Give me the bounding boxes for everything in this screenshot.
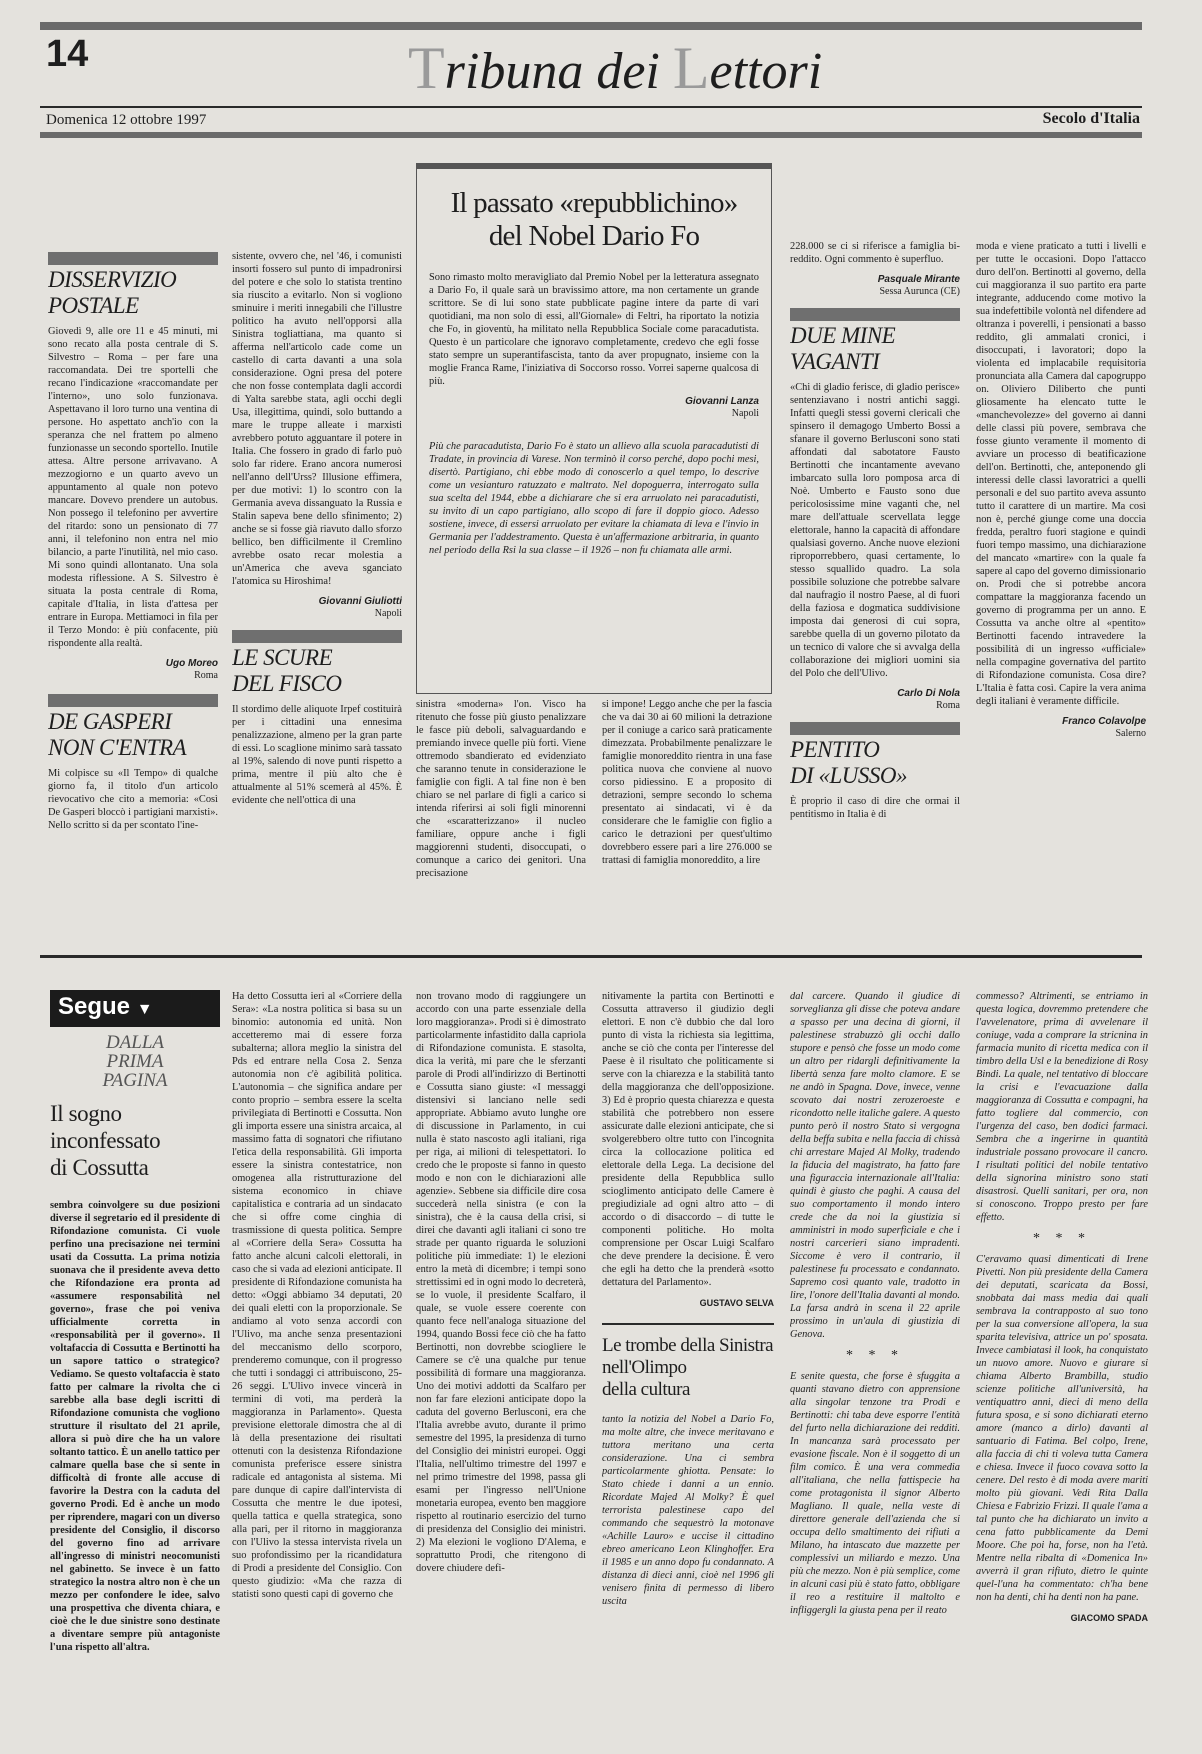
letter-body: 228.000 se ci si riferisce a famiglia bi-reddito. Ogni commento è superfluo.	[790, 241, 960, 265]
article-body: C'eravamo quasi dimenticati di Irene Pivetti. Non più presidente della Camera dei deputati, scaricata da Bossi, snobbata dai mass media dai quali sembrava la contrapposto al suo tono per la sua conversione all'opera, la sua sparita televisiva, attrice un po' sposata. Invece cambiatasi il look, ha conquistato un nuovo amore. Nuovo e giurare si chiama Alberto Brambilla, studio scienze politiche all'università, ha ventiquattro anni, dieci di meno della futura sposa, e si sono dichiarati eterno amore (manco a dirlo) davanti al santuario di Fatima. Bel colpo, Irene, alla faccia di chi ti voleva tutta Camera e chiesa. Invece il fuoco covava sotto la cenere. Del resto è di moda avere mariti molto più giovani. Vedi Rita Dalla Chiesa e Fabrizio Frizzi. Il quale l'ama a tal punto che ha dichiarato un invito a cena fatto pubblicamente da Demi Moore. Che poi ha, forse, non ha l'età. Mentre nella ribalta di «Domenica In» avverrà il gran rifiuto, dietro le quinte quel-l'una ha commentato: ch'ha bene non ha denti, chi ha denti non ha pane.	[976, 1254, 1148, 1603]
letter-title-le-scure: LE SCURE DEL FISCO	[232, 645, 342, 696]
letter-body: moda e viene praticato a tutti i livelli e per tutte le occasioni. Dopo l'attacco duro dell'on. Bertinotti al governo, della cui maggioranza il suo partito era parte integrante, adducendo come motivo la sua indefettibile volontà nel difendere ad oltranza i poverelli, i pensionati a basso reddito, gli ammalati cronici, i disoccupati, i lavoratori; dopo la violenta ed implacabile requisitoria pronunciata alla Camera dal capogruppo on. Oliviero Diliberto che punti gliosamente ha elencato tutte le «manchevolezze» del governo ai danni delle classi più povere, sembrava che fosse giunto veramente il momento di avviare un processo di beatificazione dell'on. Bertinotti, che, anteponendo gli interessi delle classi lavoratrici a quelli personali e del suo partito aveva assunto tutto il carattere di un martire. Ma così non è, perché giunge come una doccia fredda, peraltro fuori stagione e quindi fuori tempo massimo, una dichiarazione del mancato «martire» con la quale fa sapere al capo del governo dimissionario on. Prodi che si potrebbe ancora compattare la maggioranza facendo un governo di programma per un anno. E Cossutta va anche oltre al «pentito» Bertinotti facendo intravedere la possibilità di un ingresso «ufficiale» nella compagine governativa del partito di Rifondazione comunista. Cosa dire? L'Italia è fatta così. Capire la vera anima degli italiani è veramente difficile.	[976, 241, 1146, 707]
article-signature: GUSTAVO SELVA	[699, 1298, 774, 1308]
feature-body: Sono rimasto molto meravigliato dal Premio Nobel per la letteratura assegnato a Dario Fo, il quale sarà un bravissimo attore, ma non certamente un grande scrittore. Se di lui sono state pubblicate pagine intere da parte di vari quotidiani, ma non solo di essi, all'Giornale» di Feltri, ha riportato la notizia che Fo, in gioventù, ha militato nella Repubblica Sociale come paracadutista. Questo è un particolare che ignoravo completamente, credevo che egli fosse stato sempre un superantifascista, tanto da aver propugnato, insieme con la moglie Franca Rame, l'iniziativa di Soccorso rosso. Vorrei saperne qualcosa di più.	[429, 272, 759, 387]
header-bottom-bar	[40, 132, 1142, 138]
title-part-a: ribuna dei	[444, 43, 673, 100]
column-5	[790, 240, 960, 932]
article-signature: GIACOMO SPADA	[1070, 1613, 1148, 1623]
letter-body: È proprio il caso di dire che ormai il pentitismo in Italia è di	[790, 796, 960, 820]
article-body: dal carcere. Quando il giudice di sorveglianza gli disse che poteva andare a spasso per una decina di giorni, il palestinese strabuzzò gli occhi dallo stupore e pensò che fosse un modo come un altro per ridargli definitivamente la libertà senza fare molto clamore. E se ne andò in Spagna. Dove, invece, venne scovato dai nostri zerozeroeste e ricondotto nelle italiche galere. A questo punto però il nostro Stato si vergogna della beffa subita e nella faccia di chissà chi arrestare Majed Al Molky, tradendo la fiducia del magistrato, ha fatto fare una figuraccia internazionale all'Italia: quindi è giusto che paghi. A causa del suo comportamento il mondo intero crede che da noi la giustizia si amministri in modo superficiale e che i nostri carcerieri siano impradenti. Siccome è vero il contrario, il palestinese fu processato e condannato. Sapremo così quanto vale, tradotto in lire, l'onore dell'Italia davanti al mondo. La farsa andrà in scena il 22 aprile prossimo in un'aula di giustizia di Genova.	[790, 991, 960, 1340]
column-6	[976, 240, 1146, 932]
letter-city: Sessa Aurunca (CE)	[879, 286, 960, 297]
bottom-column-5	[790, 990, 960, 1720]
column-2	[232, 250, 402, 932]
sub-article-rule	[602, 1323, 774, 1325]
bottom-column-6	[976, 990, 1148, 1720]
letter-signature: Franco Colavolpe	[1062, 716, 1146, 727]
segue-column	[50, 990, 220, 1720]
letter-body: Il stordimo delle aliquote Irpef costituirà per i cittadini una ennesima penalizzazione, almeno per la gran parte di essi. Lo scaglione minimo sarà tassato al 19%, salendo di nove punti rispetto a prima, mentre il più alto che è attualmente al 51% scemerà al 45%. È evidente che nell'ottica di una	[232, 704, 402, 806]
arrow-down-icon: ▼	[136, 1001, 153, 1018]
section-title	[408, 35, 823, 102]
feature-title: Il passato «repubblichino» del Nobel Dario Fo	[450, 187, 738, 252]
bottom-column-3	[416, 990, 586, 1720]
feature-signature: Giovanni Lanza	[685, 396, 759, 407]
segue-banner: Segue ▼	[50, 990, 220, 1027]
letter-body: Giovedì 9, alle ore 11 e 45 minuti, mi sono recato alla posta centrale di S. Silvestro – Roma – per fare una raccomandata. Dei tre sportelli che recano l'indicazione «raccomandate per l'interno», uno solo funzionava. Aspettavano il loro turno una ventina di persone. Ho aspettato anch'io con la speranza che nel frattem po almeno funzionasse un secondo sportello. Inutile attesa. Altre persone arrivavano. A mezzogiorno e un quarto avevo un appuntamento al quale non potevo mancare. Dovevo prendere un autobus. Non possego il telefonino per avvertire del ritardo: sono un pensionato di 77 anni, il telefonino non entra nel mio bilancio, a parte l'inutilità, nel mio caso. Mi sono quindi allontanato. Una sola modesta riflessione. A S. Silvestro è situata la posta centrale di Roma, capitale d'Italia, in lista d'attesa per entrare in Europa. Mettiamoci in fila per il Terzo Mondo: è più confacente, più rispondente alla realtà.	[48, 326, 218, 649]
masthead: Secolo d'Italia	[1042, 110, 1140, 127]
letter-title-disservizio: DISSERVIZIO POSTALE	[48, 267, 177, 318]
letter-signature: Ugo Moreo	[165, 658, 218, 669]
article-body: commesso? Altrimenti, se entriamo in questa logica, dovremmo pretendere che l'avvelenatore, prima di avvelenare il coniuge, vada a comprare la stricnina in farmacia munito di ricetta medica con il timbro della Usl e la benedizione di Rosy Bindi. La quale, nel tentativo di bloccare la crisi e l'evacuazione dalla maggioranza di Cossutta e compagni, ha fatto togliere dal commercio, con l'urgenza del caso, ben dodici farmaci. Sembra che a ingerirne in quantità industriale possano provocare il cancro. I risultati politici del nobile tentativo della signorina ministro sono stati disastrosi. Quelli sanitari, per ora, non si conoscono. Troppo presto per fare effetto.	[976, 991, 1148, 1223]
letter-city: Roma	[936, 700, 960, 711]
issue-date: Domenica 12 ottobre 1997	[46, 112, 207, 128]
letter-city: Napoli	[374, 608, 402, 619]
sub-article-title: Le trombe della Sinistra nell'Olimpo della cultura	[602, 1335, 774, 1400]
page-number: 14	[46, 33, 89, 75]
title-part-b: ettori	[709, 43, 823, 100]
bottom-column-4	[602, 990, 774, 1720]
column-3	[416, 698, 586, 932]
segue-body: sembra coinvolgere su due posizioni diverse il segretario ed il presidente di Rifondazione comunista. Ci vuole perfino una precisazione nei termini usati da Cossutta. La prima notizia suonava che il presidente aveva detto che Rifondazione era pronta ad «assumere responsabilità nel governo», frase che poi veniva ufficialmente corretta in «responsabilità per il governo». Il voltafaccia di Cossutta e Bertinotti ha un sapore tattico o strategico? Vediamo. Se questo voltafaccia è stato fatto per calmare la rivolta che ci sarebbe alla base degli iscritti di Rifondazione comunista che vogliono strutture il risultato del 21 aprile, allora si può dire che ha un valore soltanto tattico. È un anello tattico per calmare quella base che si sente in difficoltà di fronte alle accuse di favorire la Destra con la caduta del governo Prodi. Ed è anche un modo per riprendere, magari con un diverso presidente del Consiglio, il discorso del governo fino ad arrivare all'ingresso di ministri neocomunisti nel gabinetto. Se invece è un fatto strategico la nostra altro non è che un mezzo per confondere le idee, salvo una prospettiva che diventa chiara, e cioè che le due sinistre sono destinate a diventare sempre più antagoniste l'una rispetto all'altra.	[50, 1200, 220, 1653]
letter-signature: Giovanni Giuliotti	[318, 596, 402, 607]
column-4	[602, 698, 772, 932]
letter-body: sistente, ovvero che, nel '46, i comunisti insorti fossero sul punto di impadronirsi del potere e che solo lo statista trentino sia riuscito a evitarlo. Non si vogliono sminuire i meriti innegabili che l'illustre politico ha avuto nell'opporsi alla Sinistra togliattiana, ma quanto si afferma nell'articolo cade come un castello di carta davanti a una sola considerazione. Ogni presa del potere che non fosse contemplata dagli accordi di Yalta sarebbe stata, agli occhi degli Usa, illegittima, quindi, solo buttando a mare le truppe alleate i marxisti avrebbero potuto agguantare il potere in Italia. Che fossero in grado di farlo può solo far ridere. Erano ancora numerosi nell'anno dell'Urss? Illusione effimera, per due motivi: 1) lo scontro con la Germania aveva dissanguato la Russia e Stalin sapeva bene dello sfinimento; 2) anche se si fosse già riavuto dallo sforzo bellico, ben difficilmente il Cremlino avrebbe osato recar molestia a un'America che aveva sganciato l'atomica su Hiroshima!	[232, 251, 402, 587]
article-body: nitivamente la partita con Bertinotti e Cossutta attraverso il giudizio degli elettori. E non c'è dubbio che dal loro punto di vista la richiesta sia legittima, anche se ciò che conta per l'interesse del Paese è il risultato che politicamente si serve con la chiarezza e la stabilità tanto della maggioranza che dell'opposizione. 3) Ed è proprio questa chiarezza e questa stabilità che potrebbero non essere assicurate dalle elezioni anticipate, che si svolgerebbero oltre tutto con l'incognita circa la collocazione politica ed elettorale della Lega. La decisione del presidente della Repubblica sullo scioglimento anticipato delle Camere è pregiudiziale ad ogni altro atto – di accordo o di disaccordo – di tutte le componenti politiche. Ho molta comprensione per Oscar Luigi Scalfaro che deve prendere la decisione. È vero che egli ha detto che la prenderà «sotto dettatura del Parlamento».	[602, 991, 774, 1288]
separator-stars: * * *	[1033, 1231, 1091, 1246]
section-divider	[40, 955, 1142, 958]
letter-body: «Chi di gladio ferisce, di gladio perisce» sentenziavano i nostri antichi saggi. Infatti quegli stessi governi clericali che spinsero il demagogo Umberto Bossi a sfanare il governo Berlusconi sono stati affondati dal sabotatore Fausto Bertinotti che incantamente avevano imbarcato sulla loro pomposa arca di Noè. Umberto e Fausto sono due pericolosissime mine vaganti che, nel mare dell'attuale scervellata legge elettorale, hanno la capacità di affondare qualsiasi governo. Anche nuove elezioni riproporrebbero, quasi certamente, lo stesso squallido quadro. La sola possibile soluzione che potrebbe salvare dal naufragio il nostro Paese, al di fuori della faziosa e dogmatica suddivisione imposta dai generosi di cui sopra, sarebbe quella di un governo pilotato da un tecnico di valore che si avvalga della collaborazione dei migliori uomini sia del Polo che dell'Ulivo.	[790, 382, 960, 679]
article-body: non trovano modo di raggiungere un accordo con una parte essenziale della loro maggioranza». Prodi si è dimostrato particolarmente infastidito dalla capriola di Rifondazione comunista. E stasolta, dica la verità, mi pare che le sferzanti parole di Prodi all'indirizzo di Bertinotti e Cossutta siano giuste: «I messaggi distensivi si lanciano nelle sedi appropriate. Abbiamo avuto lunghe ore di discussione in Parlamento, in cui nulla è stato nascosto agli italiani, riga per riga, ai milioni di telespettatori. Io credo che le proposte si fanno in questo modo e non con le dichiarazioni alle agenzie». Sebbene sia difficile dire cosa succederà nella sinistra (e con la sinistra), che è la causa della crisi, si direi che davanti agli italiani ci sono tre strade per quanto riguarda le soluzioni politiche più immediate: 1) le elezioni entro la metà di dicembre; i tempi sono strettissimi ed in ogni modo lo decreterà, se lo vuole, il presidente Scalfaro, il quale, se vuole essere coerente con quanto fece nell'analoga situazione del 1994, quando Bossi fece ciò che ha fatto Bertinotti, non dovrebbe sciogliere le Camere se c'è una qualche pur tenue possibilità di formare una maggioranza. Uno dei motivi addotti da Scalfaro per non far fare elezioni anticipate dopo la caduta del governo Berlusconi, era che l'Italia avrebbe avuto, durante il primo semestre del 1995, la presidenza di turno del Consiglio dei ministri europei. Oggi l'Italia, nell'ultimo trimestre del 1997 e nel primo trimestre del 1998, passa gli esami per l'ingresso nell'Unione monetaria europea, evento ben maggiore rispetto al routinario esercizio del turno di presidenza del Consiglio dei ministri. 2) Ma elezioni le vogliono D'Alema, e soprattutto Prodi, che ritengono di dovere chiudere defi-	[416, 991, 586, 1574]
letter-title-pentito: PENTITO DI «LUSSO»	[790, 737, 908, 788]
feature-city: Napoli	[731, 408, 759, 419]
feature-reply: Più che paracadutista, Dario Fo è stato un allievo alla scuola paracadutisti di Tradate, in provincia di Varese. Non terminò il corso perché, dopo pochi mesi, disertò. Partigiano, chi ebbe modo di conoscerlo a quel tempo, lo descrive come un vesianturo ratuzzato e maltrato. Nel dopoguerra, interrogato sulla sua scelta del 1944, ebbe a dichiarare che si era arruolato nei paracadutisti, su invito di un capo partigiano, allo scopo di fare il doppio gioco. Adesso sostiene, invece, di essersi arruolato per evitare la chiamata di leva e l'invio in Germania per l'addestramento. Questa è un'affermazione arbitraria, in quanto nel periodo della Rsi la sua classe – il 1926 – non fu chiamata alle armi.	[429, 441, 759, 556]
heading-bar	[790, 308, 960, 321]
letter-body: si impone! Leggo anche che per la fascia che va dai 30 ai 60 milioni la detrazione per il coniuge a carico sarà praticamente dimezzata. Probabilmente penalizzare le famiglie monoreddito rientra in una fase politica nuova che conviene al nuovo corso pidiessino. E a proposito di detrazioni, sempre secondo lo schema presentato ai sindacati, vi è da considerare che le famiglie con figlio a carico le detrazioni per quest'ultimo dovrebbero essere pari a lire 276.000 se trattasi di famiglia monoreddito, a lire	[602, 699, 772, 866]
bottom-column-2	[232, 990, 402, 1720]
article-body: tanto la notizia del Nobel a Dario Fo, ma molte altre, che invece meritavano e tuttora meritano una certa considerazione. Una ci sembra particolarmente ghiotta. Pensate: lo Stato chiede i danni a un ennio. Ricordate Majed Al Molky? È quel terrorista palestinese capo del commando che sequestrò la motonave «Achille Lauro» e uccise il cittadino ebreo americano Leon Klinghoffer. Era il 1985 e un anno dopo fu condannato. A distanza di dieci anni, cioè nel 1996 gli venisero finita di permesso di libero uscita	[602, 1414, 774, 1607]
letter-title-due-mine: DUE MINE VAGANTI	[790, 323, 896, 374]
header-top-bar	[40, 22, 1142, 30]
letter-city: Roma	[194, 670, 218, 681]
heading-bar	[48, 252, 218, 265]
separator-stars: * * *	[846, 1348, 904, 1363]
header-rule	[40, 106, 1142, 108]
heading-bar	[48, 694, 218, 707]
title-initial-l: L	[672, 35, 710, 101]
article-body: E senite questa, che forse è sfuggita a quanti stavano dietro con apprensione alla singolar tenzone tra Prodi e Bertinotti: chi taba deve esporre l'entità del furto nella dichiarazione dei redditi. In mancanza sarà processato per evasione fiscale. Non è il soggetto di un film comico. È una vera commedia all'italiana, che nella fattispecie ha come protagonista il signor Alberto Magliano. Il quale, nella veste di direttore generale dell'azienda che si occupa dello smaltimento dei rifiuti a Milano, ha intascato due mazzette per complessivi un miliardo e mezzo. Una più che mezzo. Non è più semplice, come in alcuni casi più è stato fatto, obbligare il reo a restituire il maltolto e infliggergli la giusta pena per il reato	[790, 1371, 960, 1616]
letter-signature: Carlo Di Nola	[897, 688, 960, 699]
heading-bar	[232, 630, 402, 643]
article-body: Ha detto Cossutta ieri al «Corriere della Sera»: «La nostra politica si basa su un binomio: autonomia ed unità. Non accetteremo mai di essere forza subalterna; allora meglio la sinistra del Pds ed entrare nella Cosa 2. Senza autonomia non c'è agibilità politica. L'autonomia – che significa andare per conto proprio – sembra essere la scelta privilegiata di Bertinotti e Cossutta. Non gli importa essere una sinistra arcaica, al massimo fatta di sognatori che rifiutano l'etica della responsabilità. Gli importa essere la sinistra contestatrice, non omogenea alla ristrutturazione del sistema economico in chiave capitalistica e contraria ad un sindacato che si offre come cinghia di trasmissione di questa politica. Sempre al «Corriere della Sera» Cossutta ha fatto anche alcuni calcoli elettorali, in caso che si vada ad elezioni anticipate. Il presidente di Rifondazione comunista ha detto: «Oggi abbiamo 34 deputati, 20 dei quali eletti con la proporzionale. Se andiamo al voto senza accordi con l'Ulivo, ma anche senza presentazioni del meccanismo dello scorporo, prenderemo comunque, con il progresso che tutti i sondaggi ci attribuiscono, 25-26 seggi. L'Ulivo invece vincerà in termini di voti, ma perderà la maggioranza in Parlamento». Questa previsione elettorale dimostra che al di là della presentazione dei risultati ottenuti con la desistenza Rifondazione comunista preferisce essere sinistra radicale ed antagonista al sistema. Mi pare dunque di capire dall'intervista di Cossutta che mentre le due ipotesi, quella tattica e quella strategica, sono alla pari, per il ritorno in maggioranza con l'Ulivo la stessa intervista rivela un suo profondissimo per la ricandidatura di Prodi a presidente del Consiglio. Con questo giudizio: «Ma che razza di statisti sono questi capi di governo che	[232, 991, 402, 1600]
segue-title: Il sogno inconfessato di Cossutta	[50, 1101, 161, 1180]
letter-body: sinistra «moderna» l'on. Visco ha ritenuto che fosse più giusto penalizzare le fasce più deboli, salvaguardando e premiando invece quelle più forti. Viene ottremodo sbandierato ed evidenziato che saranno tenute in considerazione le famiglie con figli. A tal fine non è ben chiaro se nel parlare di figli a carico si intenda riferirsi ai soli figli minorenni che «scaratterizzano» il nucleo familiare, oppure anche i figli maggiorenni studenti, disoccupati, o comunque a carico dei genitori. Una precisazione	[416, 699, 586, 879]
column-1	[48, 252, 218, 932]
letter-city: Salerno	[1115, 728, 1146, 739]
segue-subhead: DALLA PRIMA PAGINA	[102, 1032, 168, 1091]
heading-bar	[790, 722, 960, 735]
title-initial-t: T	[408, 35, 445, 101]
letter-body: Mi colpisce su «Il Tempo» di qualche giorno fa, il titolo d'un articolo rievocativo che cito a memoria: «Così De Gasperi bloccò i partigiani marxisti». Nello scritto si da per scontato l'ine-	[48, 768, 218, 831]
letter-signature: Pasquale Mirante	[877, 274, 960, 285]
feature-box	[416, 163, 772, 694]
letter-title-de-gasperi: DE GASPERI NON C'ENTRA	[48, 709, 187, 760]
